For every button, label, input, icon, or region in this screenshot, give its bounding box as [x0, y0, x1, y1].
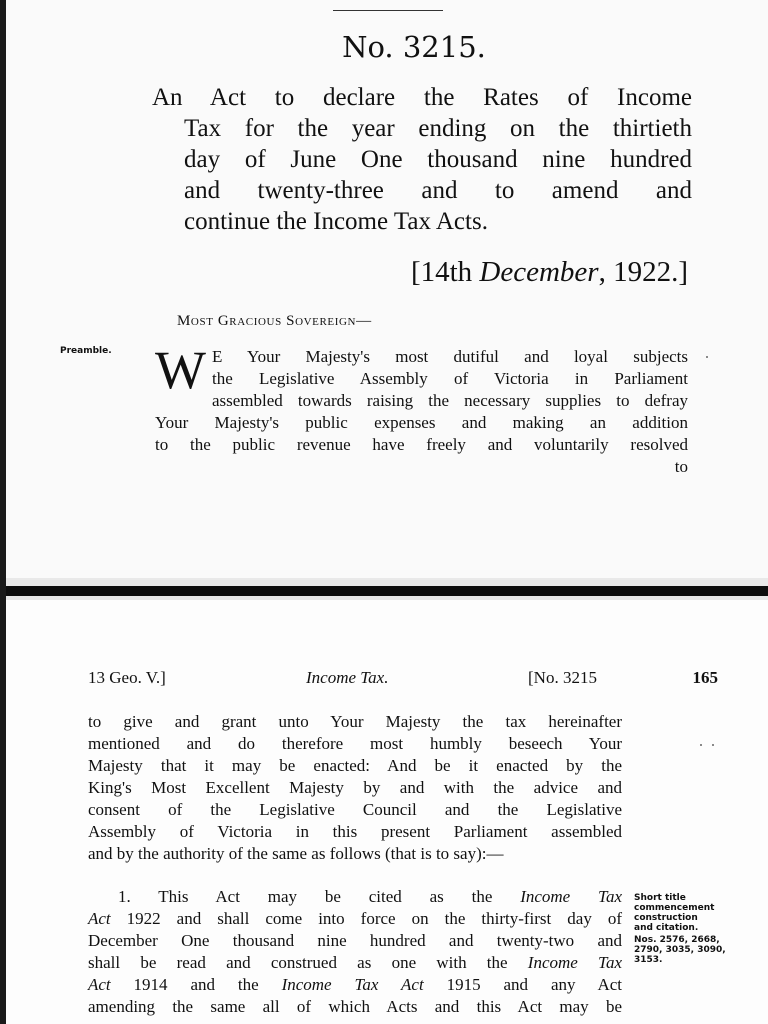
section-line	[88, 908, 622, 930]
act-citation: Act	[88, 909, 111, 928]
enacting-line: to give and grant unto Your Majesty the tax hereinafter	[88, 712, 622, 731]
short-title-margin-note	[634, 893, 764, 965]
enacting-line: King's Most Excellent Majesty by and with the advice and	[88, 778, 622, 797]
margin-note-refs	[634, 935, 764, 965]
regnal-year: 13 Geo. V.]	[88, 668, 166, 687]
enacting-line: Majesty that it may be enacted: And be it enacted by the	[88, 756, 622, 775]
title-line: An Act to declare the Rates of Income	[152, 84, 692, 111]
assent-date	[411, 256, 688, 289]
preamble-line: to the public revenue have freely and voluntarily resolved	[155, 435, 688, 454]
section-text: 1914 and the	[110, 975, 282, 994]
preamble-line: E Your Majesty's most dutiful and loyal subjects	[211, 347, 688, 366]
header-rule	[333, 10, 443, 11]
act-citation: Income Tax	[520, 887, 622, 906]
preamble	[155, 340, 688, 478]
running-head	[88, 668, 718, 692]
scan-speck	[712, 744, 714, 746]
section-number: 1.	[118, 887, 131, 906]
page-number: 165	[692, 668, 718, 687]
enacting-line: consent of the Legislative Council and the Legislative	[88, 800, 622, 819]
running-title: Income Tax.	[306, 668, 389, 687]
margin-note-line: and citation.	[634, 923, 699, 933]
date-month: December	[479, 256, 599, 288]
scan-divider	[0, 586, 768, 596]
salutation: Most Gracious Sovereign—	[177, 313, 372, 329]
ref-line: Nos. 2576, 2668,	[634, 935, 720, 945]
preamble-line: assembled towards raising the necessary supplies to defray	[211, 391, 688, 410]
scan-edge	[0, 0, 6, 1024]
section-line: amending the same all of which Acts and this Act may be	[88, 997, 622, 1016]
act-citation: Income Tax	[527, 953, 622, 972]
section-text: 1915 and any Act	[423, 975, 622, 994]
act-citation: Act	[88, 975, 111, 994]
section-text: 1922 and shall come into force on the thirty-first day of	[110, 909, 622, 928]
catchword: to	[674, 457, 688, 476]
margin-note-line: commencement	[634, 903, 715, 913]
ref-line: 2790, 3035, 3090,	[634, 945, 726, 955]
preamble-line: Your Majesty's public expenses and making an addition	[155, 413, 688, 432]
title-line: Tax for the year ending on the thirtieth	[184, 115, 692, 142]
margin-note-line: construction	[634, 913, 698, 923]
enacting-line: mentioned and do therefore most humbly beseech Your	[88, 734, 622, 753]
section-line	[88, 952, 622, 974]
margin-note-line: Short title	[634, 893, 686, 903]
preamble-margin-note: Preamble.	[60, 346, 112, 356]
date-prefix: [14th	[410, 256, 480, 288]
scan-speck	[700, 744, 702, 746]
enacting-clause	[88, 711, 622, 865]
act-title	[152, 82, 692, 237]
scan-speck	[706, 356, 708, 358]
running-act-number: [No. 3215	[528, 668, 597, 687]
title-line: and twenty-three and to amend and	[184, 177, 692, 204]
act-citation: Income Tax Act	[281, 975, 424, 994]
section-line: December One thousand nine hundred and twenty-two and	[88, 931, 622, 950]
preamble-line: the Legislative Assembly of Victoria in Parliament	[211, 369, 688, 388]
section-text: shall be read and construed as one with the	[88, 953, 528, 972]
title-line: day of June One thousand nine hundred	[184, 146, 692, 173]
title-line: continue the Income Tax Acts.	[184, 208, 488, 235]
date-suffix: , 1922.]	[598, 256, 688, 288]
drop-cap: W	[155, 340, 206, 400]
act-number: No. 3215.	[342, 30, 486, 64]
ref-line: 3153.	[634, 955, 663, 965]
section-line	[88, 974, 622, 996]
enacting-line: Assembly of Victoria in this present Parliament assembled	[88, 822, 622, 841]
section-1	[88, 886, 622, 1018]
section-line	[88, 886, 622, 908]
enacting-line: and by the authority of the same as follows (that is to say):—	[88, 844, 504, 863]
section-text: This Act may be cited as the	[158, 887, 521, 906]
